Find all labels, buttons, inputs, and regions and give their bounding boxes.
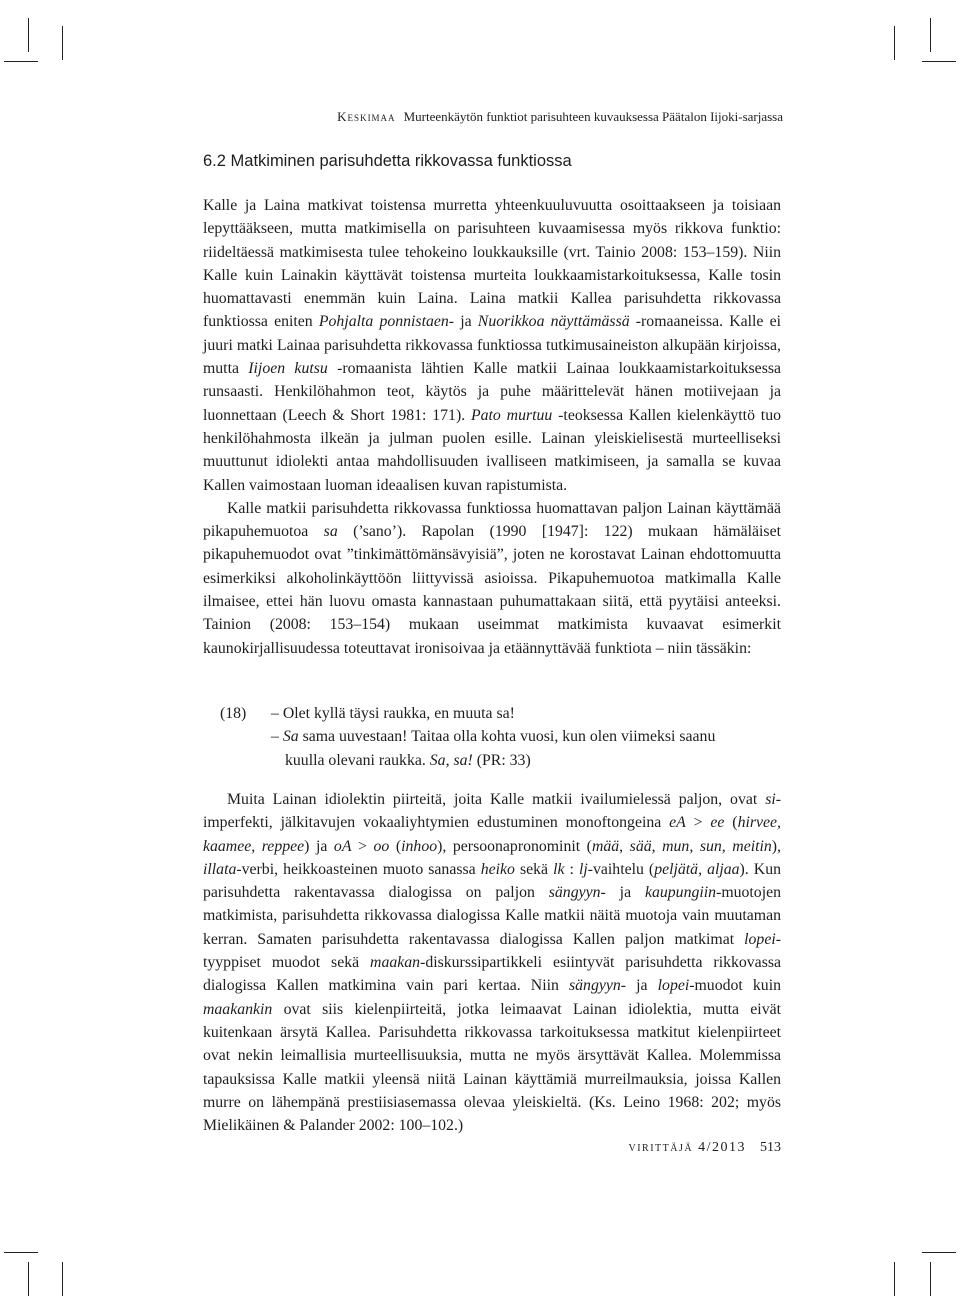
italic-text: sängyyn-	[548, 884, 606, 902]
italic-text: lj	[578, 860, 588, 878]
crop-mark	[62, 1262, 63, 1296]
italic-text: kaupungiin	[644, 884, 717, 902]
crop-mark	[28, 1262, 29, 1296]
italic-text: Pato murtuu	[471, 406, 553, 424]
italic-text: sa	[323, 523, 338, 541]
crop-mark	[62, 26, 63, 60]
section-heading: 6.2 Matkiminen parisuhdetta rikkovassa funktiossa	[203, 152, 572, 170]
italic-text: sängyyn-	[569, 977, 627, 995]
italic-text: Sa, sa!	[429, 751, 473, 769]
italic-text: mää, sää, mun, sun, meitin	[591, 837, 772, 855]
crop-mark	[4, 61, 38, 62]
italic-text: illata	[203, 860, 237, 878]
journal-name: virittäjä 4/2013	[628, 1140, 746, 1155]
example-number: (18)	[220, 705, 247, 722]
italic-text: oA	[333, 837, 352, 855]
italic-text: oo	[373, 837, 390, 855]
italic-text: si	[765, 791, 776, 808]
crop-mark	[894, 1262, 895, 1296]
example-line: – Olet kyllä täysi raukka, en muuta sa!	[271, 705, 515, 722]
crop-mark	[922, 61, 956, 62]
italic-text: hirvee, kaamee, reppee	[203, 814, 781, 855]
example-line: kuulla olevani raukka. Sa, sa! (PR: 33)	[285, 751, 531, 769]
italic-text: Pohjalta ponnistaen-	[318, 313, 455, 331]
example-line: – Sa sama uuvestaan! Taitaa olla kohta vuosi, kun olen viimeksi saanu	[271, 728, 716, 746]
running-header	[200, 108, 783, 126]
italic-text: Nuorikkoa näyttämässä	[477, 313, 630, 331]
paragraph-3: Muita Lainan idiolektin piirteitä, joita Kalle matkii ivailumielessä paljon, ovat si-imperfekti, jälkitavujen vokaaliyhtymien edustuminen monoftongeina eA > ee (hirvee, kaamee, reppee) ja oA > oo (inhoo), persoonapronominit (mää, sää, mun, sun, meitin), illata-verbi, heikkoasteinen muoto sanassa heiko sekä lk : lj-vaihtelu (peljätä, aljaa). Kun parisuhdetta rakentavassa dialogissa on paljon sängyyn- ja kaupungiin-muotojen matkimista, parisuhdetta rikkovassa dialogissa Kalle matkii näitä muotoja vain muutaman kerran. Samaten parisuhdetta rakentavassa dialogissa Kallen paljon matkimat lopei-tyyppiset muodot sekä maakan-diskurssipartikkeli esiintyvät parisuhdetta rikkovassa dialogissa Kallen matkimina vain pari kertaa. Niin sängyyn- ja lopei-muodot kuin maakankin ovat siis kielenpiirteitä, jotka leimaavat Lainan idiolektia, mutta eivät kuitenkaan ärsytä Kallea. Parisuhdetta rikkovassa tarkoituksessa matkitut kielenpiirteet ovat nekin leimallisia murteellisuuksia, mutta ne myös ärsyttävät Kallea. Molemmissa tapauksissa Kalle matkii yleensä niitä Lainan käyttämiä murreilmauksia, joissa Kallen murre on lähempänä prestiisiasemassa olevaa yleiskieltä. (Ks. Leino 1968: 202; myös Mielikäinen & Palander 2002: 100–102.)	[203, 791, 782, 1135]
italic-text: lopei	[744, 930, 776, 948]
paragraph-2: Kalle matkii parisuhdetta rikkovassa funktiossa huomattavan paljon Lainan käyttämää pikapuhemuotoa sa (’sano’). Rapolan (1990 [1947]: 122) mukaan hämäläiset pikapuhemuodot ovat ”tinkimättömänsävyisiä”, joten ne korostavat Lainan ehdottomuutta esimerkiksi alkoholinkäyttöön liittyvissä asioissa. Pikapuhemuotoa matkimalla Kalle ilmaisee, ettei hän luovu omasta kannastaan puhumattakaan siitä, että pyytäisi anteeksi. Tainion (2008: 153–154) mukaan useimmat matkimista kuvaavat esimerkit kaunokirjallisuudessa toteuttavat ironisoivaa ja etäännyttävää funktiota – niin tässäkin:	[203, 499, 781, 657]
header-author: Keskimaa	[337, 109, 396, 124]
page-footer	[560, 1140, 781, 1156]
paragraph-1: Kalle ja Laina matkivat toistensa murretta yhteenkuuluvuutta osoittaakseen ja toisiaan lepyttääkseen, mutta matkimisella on parisuhteen kuvaamisessa myös rikkova funktio: riideltäessä matkimisesta tulee tehokeino loukkauksille (vrt. Tainio 2008: 153–159). Niin Kalle kuin Lainakin käyttävät toistensa murteita loukkaamistarkoituksessa, Kalle tosin huomattavasti enemmän kuin Laina. Laina matkii Kallea parisuhdetta rikkovassa funktiossa eniten Pohjalta ponnistaen- ja Nuorikkoa näyttämässä -romaaneissa. Kalle ei juuri matki Lainaa parisuhdetta rikkovassa funktiossa tutkimusaineiston alkupään kirjoissa, mutta Iijoen kutsu -romaanista lähtien Kalle matkii Lainaa loukkaamistarkoituksessa runsaasti. Henkilöhahmon teot, käytös ja puhe määrittelevät hänen motiivejaan ja luonnettaan (Leech & Short 1981: 171). Pato murtuu -teoksessa Kallen kielenkäyttö tuo henkilöhahmosta ilkeän ja julman puolen esille. Lainan yleiskielisestä murteelliseksi muuttunut idiolekti antaa mahdollisuuden ivalliseen matkimiseen, ja samalla se kuvaa Kallen vaimostaan luoman ideaalisen kuvan rapistumista.	[203, 197, 782, 494]
italic-text: inhoo	[401, 837, 438, 855]
page-number: 513	[760, 1140, 781, 1155]
italic-text: lk	[553, 860, 565, 878]
crop-mark	[894, 26, 895, 60]
body-top	[203, 194, 781, 660]
crop-mark	[930, 1262, 931, 1296]
crop-mark	[28, 18, 29, 52]
italic-text: lopei	[657, 977, 690, 995]
italic-text: maakan	[370, 954, 421, 972]
example-lines	[271, 702, 781, 772]
italic-text: eA	[669, 814, 686, 832]
body-bottom	[203, 788, 781, 1137]
italic-text: heiko	[480, 860, 515, 878]
italic-text: Sa	[282, 728, 299, 746]
crop-mark	[930, 18, 931, 52]
italic-text: maakankin	[203, 1000, 273, 1018]
crop-mark	[922, 1252, 956, 1253]
header-title: Murteenkäytön funktiot parisuhteen kuvauksessa Päätalon Iijoki-sarjassa	[403, 109, 783, 124]
italic-text: Iijoen kutsu	[248, 360, 328, 378]
italic-text: peljätä, aljaa	[654, 860, 740, 878]
crop-mark	[4, 1252, 38, 1253]
italic-text: ee	[710, 814, 725, 832]
